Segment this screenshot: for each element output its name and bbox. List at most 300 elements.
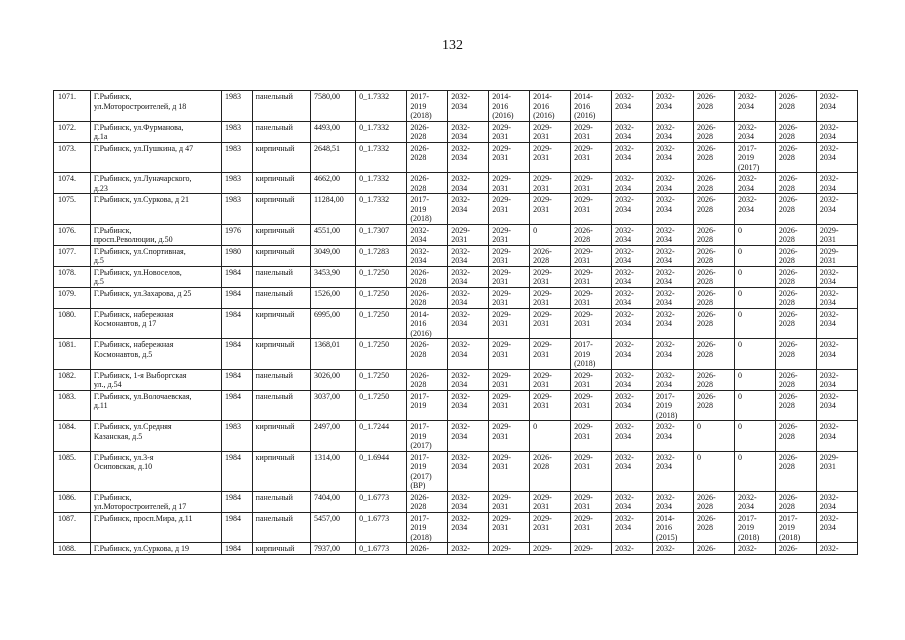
period-cell-2: 2032- 2034: [448, 308, 489, 339]
period-cell-4: 2029- 2031: [530, 512, 571, 543]
period-cell-10: 2026- 2028: [775, 266, 816, 287]
period-cell-11: 2029- 2031: [816, 245, 857, 266]
wall-material-cell: кирпичный: [252, 308, 310, 339]
period-cell-7: 2032-: [653, 543, 694, 555]
period-cell-7: 2014- 2016 (2015): [653, 512, 694, 543]
period-cell-9: 2032- 2034: [734, 173, 775, 194]
period-cell-8: 0: [693, 451, 734, 491]
period-cell-1: 2026- 2028: [407, 142, 448, 173]
period-cell-6: 2032- 2034: [612, 491, 653, 512]
document-table-container: [53, 90, 858, 608]
period-cell-11: 2029- 2031: [816, 224, 857, 245]
period-cell-1: 2017- 2019 (2017): [407, 421, 448, 452]
table-body: [54, 91, 858, 555]
period-cell-8: 2026- 2028: [693, 390, 734, 421]
area-cell: 11284,00: [311, 194, 356, 225]
table-row: [54, 421, 858, 452]
period-cell-10: 2026- 2028: [775, 91, 816, 122]
period-cell-8: 2026- 2028: [693, 91, 734, 122]
row-number-cell: 1071.: [54, 91, 91, 122]
period-cell-9: 2032- 2034: [734, 121, 775, 142]
period-cell-7: 2032- 2034: [653, 91, 694, 122]
address-cell: Г.Рыбинск, просп.Революции, д.50: [90, 224, 221, 245]
period-cell-6: 2032- 2034: [612, 390, 653, 421]
area-cell: 3037,00: [311, 390, 356, 421]
period-cell-9: 2032-: [734, 543, 775, 555]
table-row: [54, 512, 858, 543]
wall-material-cell: кирпичный: [252, 339, 310, 370]
period-cell-2: 2032-: [448, 543, 489, 555]
row-number-cell: 1086.: [54, 491, 91, 512]
area-cell: 6995,00: [311, 308, 356, 339]
row-number-cell: 1082.: [54, 369, 91, 390]
period-cell-2: 2032- 2034: [448, 451, 489, 491]
period-cell-2: 2032- 2034: [448, 287, 489, 308]
code-cell: 0_1.7250: [356, 308, 407, 339]
period-cell-10: 2026- 2028: [775, 369, 816, 390]
period-cell-10: 2026- 2028: [775, 421, 816, 452]
period-cell-4: 2029-: [530, 543, 571, 555]
period-cell-7: 2032- 2034: [653, 121, 694, 142]
period-cell-7: 2032- 2034: [653, 451, 694, 491]
table-row: [54, 369, 858, 390]
wall-material-cell: панельный: [252, 91, 310, 122]
wall-material-cell: кирпичный: [252, 245, 310, 266]
period-cell-1: 2026- 2028: [407, 491, 448, 512]
period-cell-2: 2032- 2034: [448, 266, 489, 287]
period-cell-6: 2032- 2034: [612, 369, 653, 390]
area-cell: 1368,01: [311, 339, 356, 370]
period-cell-3: 2029- 2031: [489, 339, 530, 370]
period-cell-9: 0: [734, 287, 775, 308]
period-cell-11: 2032- 2034: [816, 491, 857, 512]
wall-material-cell: кирпичный: [252, 142, 310, 173]
period-cell-3: 2029- 2031: [489, 369, 530, 390]
table-row: [54, 491, 858, 512]
period-cell-1: 2017- 2019 (2018): [407, 512, 448, 543]
period-cell-8: 2026- 2028: [693, 194, 734, 225]
area-cell: 2497,00: [311, 421, 356, 452]
table-row: [54, 245, 858, 266]
row-number-cell: 1083.: [54, 390, 91, 421]
period-cell-2: 2032- 2034: [448, 369, 489, 390]
period-cell-4: 2029- 2031: [530, 142, 571, 173]
period-cell-3: 2029- 2031: [489, 287, 530, 308]
period-cell-9: 0: [734, 421, 775, 452]
address-cell: Г.Рыбинск, ул.Фурманова, д.1а: [90, 121, 221, 142]
period-cell-6: 2032- 2034: [612, 339, 653, 370]
period-cell-9: 0: [734, 339, 775, 370]
period-cell-6: 2032- 2034: [612, 142, 653, 173]
period-cell-3: 2029- 2031: [489, 245, 530, 266]
code-cell: 0_1.7307: [356, 224, 407, 245]
period-cell-11: 2032- 2034: [816, 369, 857, 390]
year-cell: 1984: [221, 369, 252, 390]
period-cell-9: 0: [734, 266, 775, 287]
address-cell: Г.Рыбинск, просп.Мира, д.11: [90, 512, 221, 543]
code-cell: 0_1.7250: [356, 339, 407, 370]
period-cell-2: 2032- 2034: [448, 512, 489, 543]
period-cell-5: 2029- 2031: [571, 369, 612, 390]
table-row: [54, 121, 858, 142]
period-cell-7: 2032- 2034: [653, 142, 694, 173]
table-row: [54, 287, 858, 308]
period-cell-11: 2032- 2034: [816, 194, 857, 225]
period-cell-7: 2032- 2034: [653, 287, 694, 308]
period-cell-7: 2032- 2034: [653, 224, 694, 245]
period-cell-7: 2032- 2034: [653, 173, 694, 194]
period-cell-10: 2026- 2028: [775, 491, 816, 512]
area-cell: 2648,51: [311, 142, 356, 173]
year-cell: 1984: [221, 287, 252, 308]
period-cell-4: 2029- 2031: [530, 266, 571, 287]
area-cell: 1314,00: [311, 451, 356, 491]
address-cell: Г.Рыбинск, ул.Моторостроителей, д 18: [90, 91, 221, 122]
address-cell: Г.Рыбинск, ул.Захарова, д 25: [90, 287, 221, 308]
period-cell-8: 0: [693, 421, 734, 452]
period-cell-5: 2017- 2019 (2018): [571, 339, 612, 370]
period-cell-2: 2032- 2034: [448, 339, 489, 370]
period-cell-10: 2026- 2028: [775, 287, 816, 308]
period-cell-1: 2026- 2028: [407, 369, 448, 390]
period-cell-5: 2029- 2031: [571, 266, 612, 287]
address-cell: Г.Рыбинск, ул.Средняя Казанская, д.5: [90, 421, 221, 452]
address-cell: Г.Рыбинск, ул.Луначарского, д.23: [90, 173, 221, 194]
period-cell-8: 2026- 2028: [693, 245, 734, 266]
area-cell: 3026,00: [311, 369, 356, 390]
table-row: [54, 224, 858, 245]
period-cell-11: 2032- 2034: [816, 390, 857, 421]
period-cell-6: 2032- 2034: [612, 121, 653, 142]
period-cell-10: 2026- 2028: [775, 339, 816, 370]
year-cell: 1984: [221, 512, 252, 543]
row-number-cell: 1078.: [54, 266, 91, 287]
period-cell-1: 2026-: [407, 543, 448, 555]
wall-material-cell: кирпичный: [252, 421, 310, 452]
period-cell-1: 2032- 2034: [407, 245, 448, 266]
address-cell: Г.Рыбинск, набережная Космонавтов, д.5: [90, 339, 221, 370]
table-row: [54, 339, 858, 370]
code-cell: 0_1.7332: [356, 121, 407, 142]
period-cell-11: 2032- 2034: [816, 173, 857, 194]
period-cell-2: 2032- 2034: [448, 491, 489, 512]
period-cell-3: 2029- 2031: [489, 491, 530, 512]
period-cell-9: 2032- 2034: [734, 491, 775, 512]
period-cell-8: 2026- 2028: [693, 121, 734, 142]
period-cell-10: 2017- 2019 (2018): [775, 512, 816, 543]
page-number: 132: [442, 38, 463, 53]
period-cell-6: 2032- 2034: [612, 451, 653, 491]
period-cell-1: 2017- 2019: [407, 390, 448, 421]
period-cell-5: 2029- 2031: [571, 308, 612, 339]
period-cell-4: 2029- 2031: [530, 369, 571, 390]
code-cell: 0_1.6944: [356, 451, 407, 491]
period-cell-3: 2029- 2031: [489, 121, 530, 142]
row-number-cell: 1079.: [54, 287, 91, 308]
period-cell-1: 2017- 2019 (2018): [407, 194, 448, 225]
row-number-cell: 1087.: [54, 512, 91, 543]
period-cell-10: 2026- 2028: [775, 224, 816, 245]
row-number-cell: 1075.: [54, 194, 91, 225]
period-cell-8: 2026- 2028: [693, 266, 734, 287]
period-cell-4: 2029- 2031: [530, 491, 571, 512]
period-cell-8: 2026- 2028: [693, 339, 734, 370]
period-cell-5: 2029- 2031: [571, 491, 612, 512]
code-cell: 0_1.6773: [356, 491, 407, 512]
period-cell-6: 2032- 2034: [612, 173, 653, 194]
period-cell-4: 2029- 2031: [530, 121, 571, 142]
row-number-cell: 1085.: [54, 451, 91, 491]
period-cell-8: 2026- 2028: [693, 142, 734, 173]
wall-material-cell: кирпичный: [252, 173, 310, 194]
period-cell-6: 2032- 2034: [612, 512, 653, 543]
period-cell-8: 2026- 2028: [693, 173, 734, 194]
period-cell-3: 2029- 2031: [489, 173, 530, 194]
period-cell-6: 2032- 2034: [612, 245, 653, 266]
period-cell-5: 2029-: [571, 543, 612, 555]
period-cell-9: 0: [734, 390, 775, 421]
period-cell-9: 0: [734, 369, 775, 390]
year-cell: 1984: [221, 543, 252, 555]
year-cell: 1983: [221, 121, 252, 142]
period-cell-5: 2029- 2031: [571, 245, 612, 266]
period-cell-5: 2029- 2031: [571, 121, 612, 142]
period-cell-4: 2029- 2031: [530, 287, 571, 308]
period-cell-7: 2032- 2034: [653, 245, 694, 266]
wall-material-cell: панельный: [252, 491, 310, 512]
row-number-cell: 1072.: [54, 121, 91, 142]
period-cell-11: 2032- 2034: [816, 121, 857, 142]
area-cell: 7580,00: [311, 91, 356, 122]
period-cell-9: 2017- 2019 (2018): [734, 512, 775, 543]
area-cell: 3049,00: [311, 245, 356, 266]
period-cell-3: 2029- 2031: [489, 421, 530, 452]
period-cell-2: 2032- 2034: [448, 390, 489, 421]
period-cell-2: 2032- 2034: [448, 245, 489, 266]
address-cell: Г.Рыбинск, ул.Суркова, д 21: [90, 194, 221, 225]
period-cell-3: 2014- 2016 (2016): [489, 91, 530, 122]
period-cell-11: 2029- 2031: [816, 451, 857, 491]
period-cell-5: 2029- 2031: [571, 390, 612, 421]
period-cell-1: 2026- 2028: [407, 339, 448, 370]
year-cell: 1983: [221, 142, 252, 173]
area-cell: 5457,00: [311, 512, 356, 543]
wall-material-cell: панельный: [252, 266, 310, 287]
year-cell: 1984: [221, 308, 252, 339]
period-cell-3: 2029-: [489, 543, 530, 555]
period-cell-4: 2029- 2031: [530, 194, 571, 225]
table-row: [54, 308, 858, 339]
period-cell-11: 2032- 2034: [816, 91, 857, 122]
address-cell: Г.Рыбинск, ул.Пушкина, д 47: [90, 142, 221, 173]
period-cell-4: 2029- 2031: [530, 308, 571, 339]
period-cell-10: 2026- 2028: [775, 308, 816, 339]
period-cell-7: 2032- 2034: [653, 194, 694, 225]
period-cell-9: 0: [734, 451, 775, 491]
year-cell: 1984: [221, 266, 252, 287]
area-cell: 1526,00: [311, 287, 356, 308]
period-cell-6: 2032- 2034: [612, 91, 653, 122]
period-cell-9: 2032- 2034: [734, 91, 775, 122]
code-cell: 0_1.7244: [356, 421, 407, 452]
period-cell-3: 2029- 2031: [489, 451, 530, 491]
period-cell-11: 2032- 2034: [816, 512, 857, 543]
period-cell-10: 2026- 2028: [775, 121, 816, 142]
address-cell: Г.Рыбинск, 1-я Выборгская ул., д.54: [90, 369, 221, 390]
period-cell-1: 2026- 2028: [407, 121, 448, 142]
period-cell-7: 2032- 2034: [653, 421, 694, 452]
row-number-cell: 1080.: [54, 308, 91, 339]
period-cell-6: 2032-: [612, 543, 653, 555]
period-cell-8: 2026- 2028: [693, 287, 734, 308]
period-cell-3: 2029- 2031: [489, 512, 530, 543]
wall-material-cell: панельный: [252, 369, 310, 390]
period-cell-1: 2017- 2019 (2018): [407, 91, 448, 122]
code-cell: 0_1.6773: [356, 543, 407, 555]
period-cell-9: 0: [734, 224, 775, 245]
year-cell: 1984: [221, 491, 252, 512]
code-cell: 0_1.6773: [356, 512, 407, 543]
period-cell-8: 2026- 2028: [693, 369, 734, 390]
period-cell-7: 2032- 2034: [653, 491, 694, 512]
year-cell: 1984: [221, 451, 252, 491]
year-cell: 1976: [221, 224, 252, 245]
period-cell-11: 2032- 2034: [816, 142, 857, 173]
period-cell-8: 2026- 2028: [693, 491, 734, 512]
area-cell: 4551,00: [311, 224, 356, 245]
period-cell-4: 2026- 2028: [530, 451, 571, 491]
period-cell-5: 2029- 2031: [571, 451, 612, 491]
period-cell-10: 2026- 2028: [775, 142, 816, 173]
period-cell-4: 2026- 2028: [530, 245, 571, 266]
period-cell-7: 2032- 2034: [653, 369, 694, 390]
period-cell-8: 2026- 2028: [693, 224, 734, 245]
period-cell-10: 2026- 2028: [775, 390, 816, 421]
row-number-cell: 1073.: [54, 142, 91, 173]
period-cell-5: 2014- 2016 (2016): [571, 91, 612, 122]
code-cell: 0_1.7250: [356, 266, 407, 287]
period-cell-3: 2029- 2031: [489, 266, 530, 287]
wall-material-cell: панельный: [252, 512, 310, 543]
table-row: [54, 173, 858, 194]
year-cell: 1983: [221, 421, 252, 452]
address-cell: Г.Рыбинск, ул.Моторостроителей, д 17: [90, 491, 221, 512]
period-cell-6: 2032- 2034: [612, 308, 653, 339]
wall-material-cell: панельный: [252, 287, 310, 308]
period-cell-11: 2032- 2034: [816, 308, 857, 339]
period-cell-9: 0: [734, 308, 775, 339]
period-cell-6: 2032- 2034: [612, 421, 653, 452]
address-cell: Г.Рыбинск, ул.Новоселов, д.5: [90, 266, 221, 287]
period-cell-9: 2017- 2019 (2017): [734, 142, 775, 173]
period-cell-5: 2029- 2031: [571, 287, 612, 308]
period-cell-11: 2032- 2034: [816, 266, 857, 287]
table-row: [54, 194, 858, 225]
table-row: [54, 543, 858, 555]
period-cell-4: 2029- 2031: [530, 339, 571, 370]
period-cell-11: 2032- 2034: [816, 287, 857, 308]
code-cell: 0_1.7332: [356, 173, 407, 194]
period-cell-3: 2029- 2031: [489, 142, 530, 173]
wall-material-cell: кирпичный: [252, 451, 310, 491]
period-cell-7: 2032- 2034: [653, 266, 694, 287]
period-cell-4: 0: [530, 224, 571, 245]
period-cell-1: 2032- 2034: [407, 224, 448, 245]
wall-material-cell: панельный: [252, 121, 310, 142]
period-cell-6: 2032- 2034: [612, 266, 653, 287]
address-cell: Г.Рыбинск, ул.Спортивная, д.5: [90, 245, 221, 266]
period-cell-8: 2026- 2028: [693, 512, 734, 543]
period-cell-4: 2014- 2016 (2016): [530, 91, 571, 122]
code-cell: 0_1.7283: [356, 245, 407, 266]
period-cell-2: 2032- 2034: [448, 121, 489, 142]
period-cell-2: 2032- 2034: [448, 91, 489, 122]
period-cell-10: 2026- 2028: [775, 451, 816, 491]
area-cell: 4662,00: [311, 173, 356, 194]
period-cell-9: 2032- 2034: [734, 194, 775, 225]
code-cell: 0_1.7250: [356, 390, 407, 421]
row-number-cell: 1088.: [54, 543, 91, 555]
period-cell-7: 2032- 2034: [653, 308, 694, 339]
period-cell-10: 2026- 2028: [775, 173, 816, 194]
area-cell: 7404,00: [311, 491, 356, 512]
row-number-cell: 1076.: [54, 224, 91, 245]
period-cell-10: 2026- 2028: [775, 194, 816, 225]
year-cell: 1984: [221, 339, 252, 370]
period-cell-4: 2029- 2031: [530, 173, 571, 194]
period-cell-7: 2017- 2019 (2018): [653, 390, 694, 421]
period-cell-2: 2032- 2034: [448, 421, 489, 452]
wall-material-cell: панельный: [252, 390, 310, 421]
period-cell-5: 2029- 2031: [571, 173, 612, 194]
period-cell-4: 0: [530, 421, 571, 452]
row-number-cell: 1074.: [54, 173, 91, 194]
period-cell-2: 2032- 2034: [448, 194, 489, 225]
year-cell: 1983: [221, 91, 252, 122]
period-cell-9: 0: [734, 245, 775, 266]
address-cell: Г.Рыбинск, набережная Космонавтов, д 17: [90, 308, 221, 339]
period-cell-1: 2017- 2019 (2017) (ВР): [407, 451, 448, 491]
period-cell-5: 2029- 2031: [571, 194, 612, 225]
period-cell-3: 2029- 2031: [489, 194, 530, 225]
code-cell: 0_1.7250: [356, 369, 407, 390]
period-cell-2: 2032- 2034: [448, 173, 489, 194]
period-cell-2: 2029- 2031: [448, 224, 489, 245]
table-row: [54, 266, 858, 287]
period-cell-6: 2032- 2034: [612, 194, 653, 225]
row-number-cell: 1077.: [54, 245, 91, 266]
table-row: [54, 142, 858, 173]
area-cell: 3453,90: [311, 266, 356, 287]
period-cell-4: 2029- 2031: [530, 390, 571, 421]
period-cell-10: 2026- 2028: [775, 245, 816, 266]
period-cell-11: 2032- 2034: [816, 421, 857, 452]
period-cell-1: 2026- 2028: [407, 266, 448, 287]
period-cell-2: 2032- 2034: [448, 142, 489, 173]
period-cell-5: 2029- 2031: [571, 512, 612, 543]
row-number-cell: 1084.: [54, 421, 91, 452]
code-cell: 0_1.7332: [356, 91, 407, 122]
period-cell-6: 2032- 2034: [612, 224, 653, 245]
period-cell-8: 2026-: [693, 543, 734, 555]
period-cell-10: 2026-: [775, 543, 816, 555]
wall-material-cell: кирпичный: [252, 194, 310, 225]
year-cell: 1984: [221, 390, 252, 421]
code-cell: 0_1.7332: [356, 142, 407, 173]
period-cell-7: 2032- 2034: [653, 339, 694, 370]
table-row: [54, 91, 858, 122]
year-cell: 1980: [221, 245, 252, 266]
